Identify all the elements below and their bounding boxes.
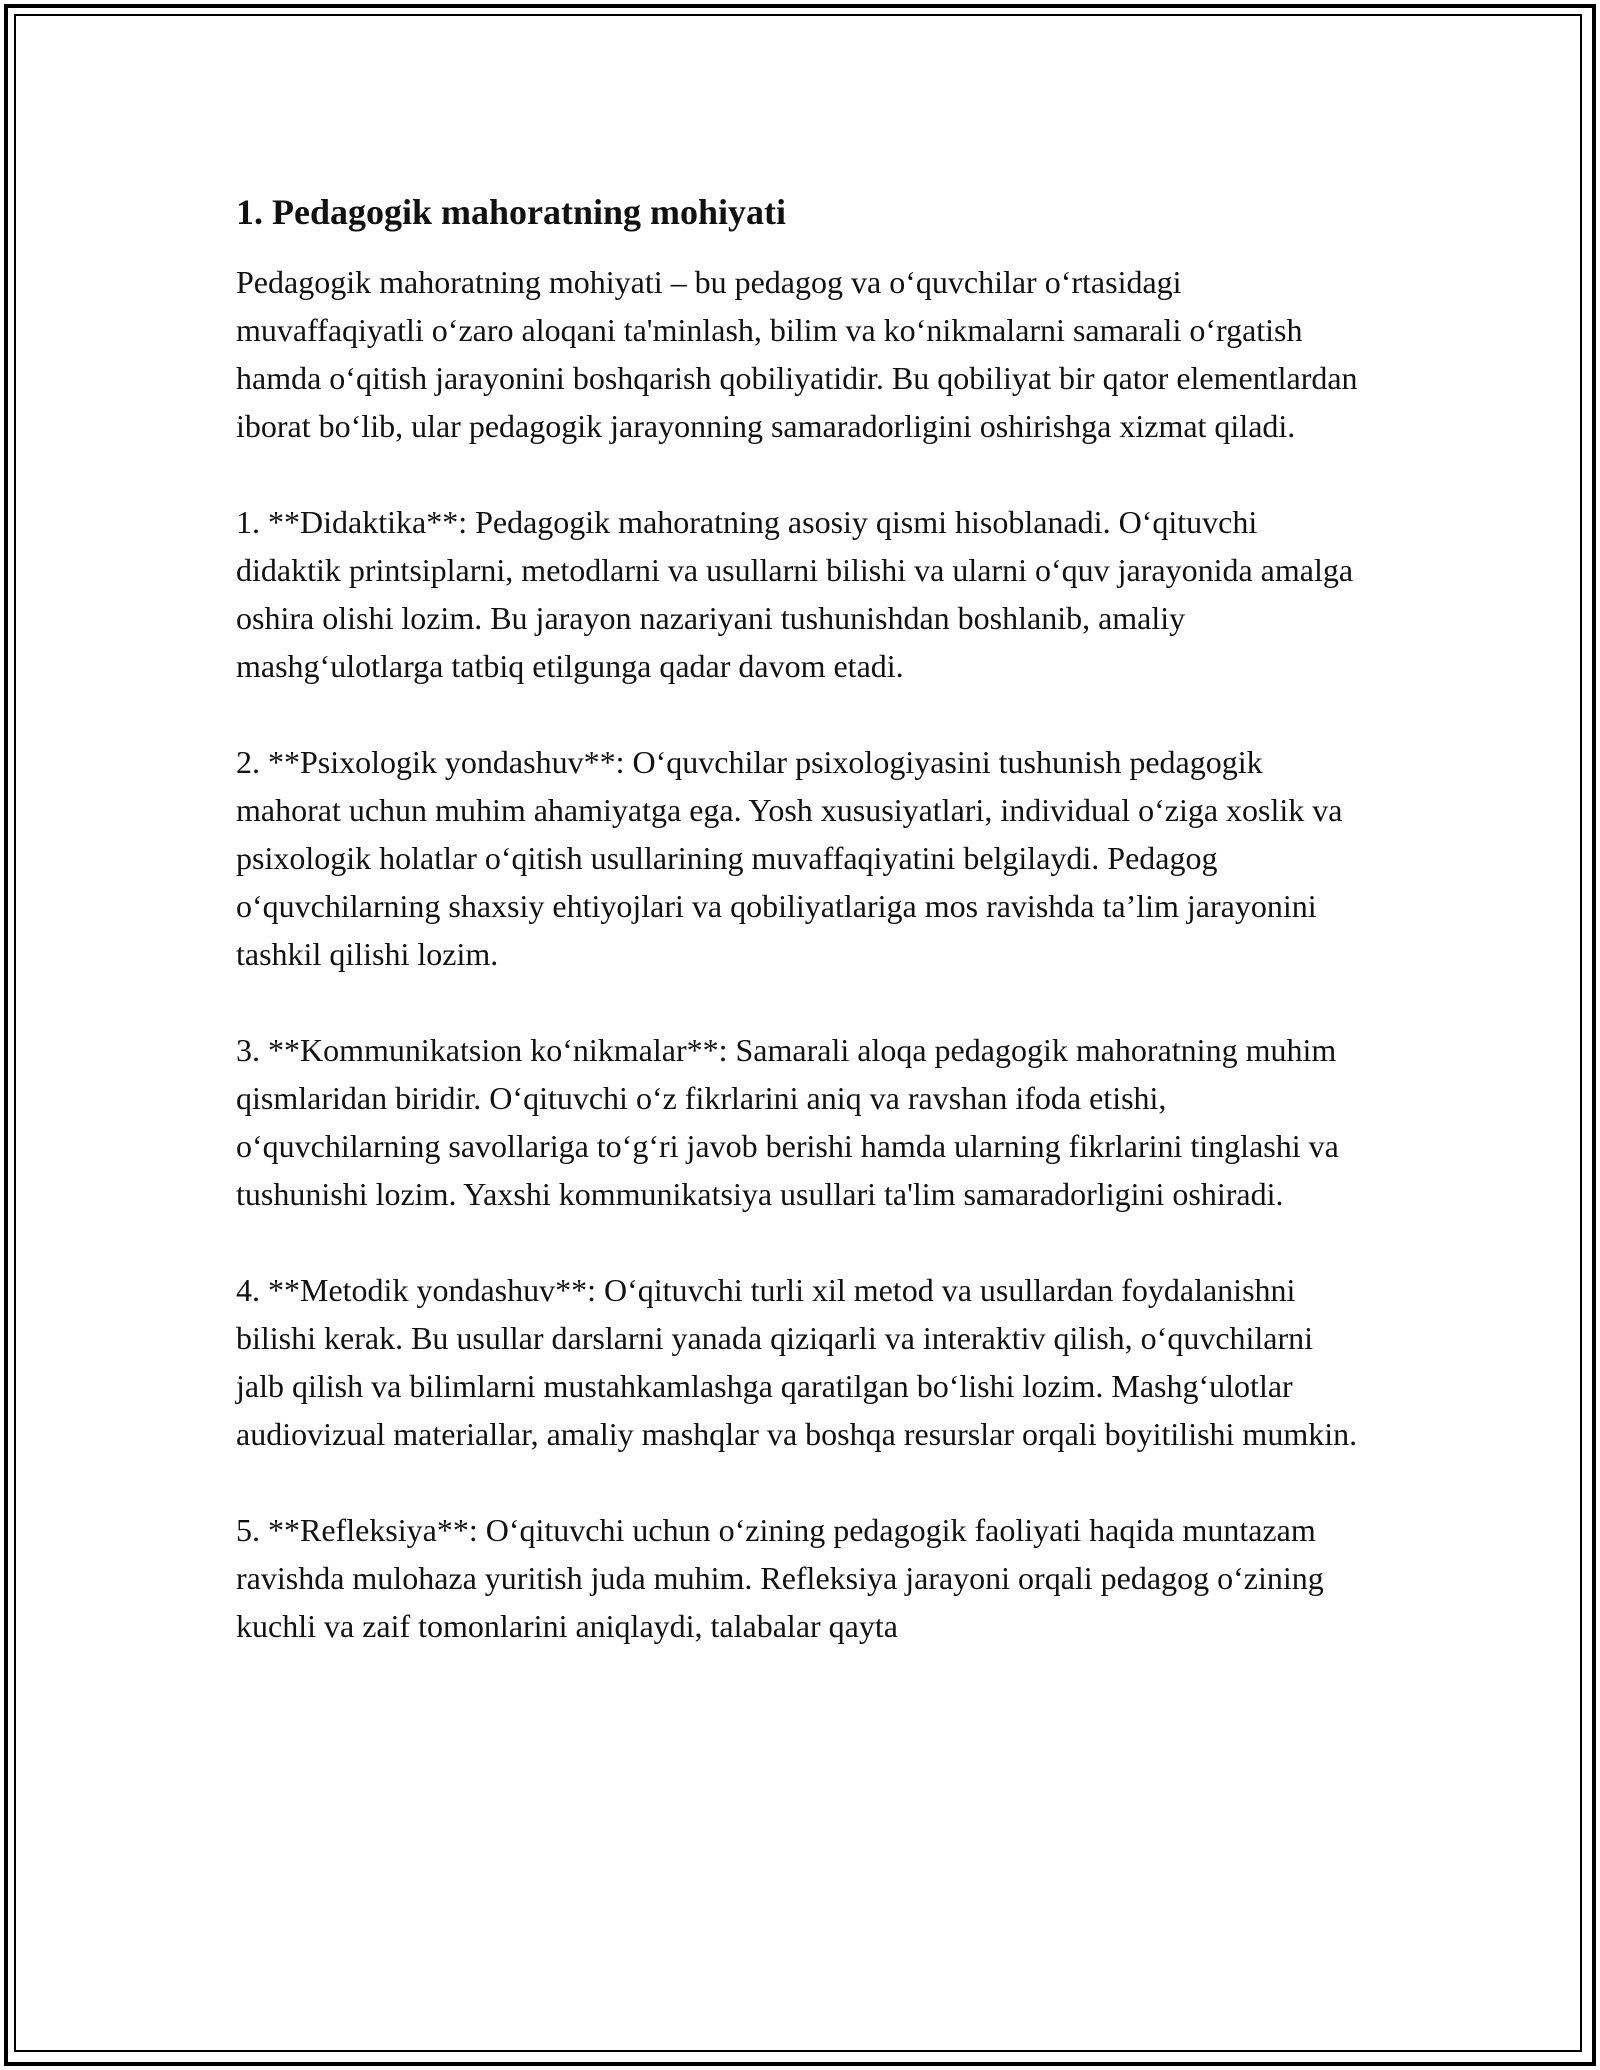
intro-paragraph: Pedagogik mahoratning mohiyati – bu pedagog va o‘quvchilar o‘rtasidagi muvaffaqiyatli o‘zaro aloqani ta'minlash, bilim va ko‘nikmalarni samarali o‘rgatish hamda o‘qitish jarayonini boshqarish qobiliyatidir. Bu qobiliyat bir qator elementlardan iborat bo‘lib, ular pedagogik jarayonning samaradorligini oshirishga xizmat qiladi. [236,264,1358,444]
psixologik-yondashuv-paragraph: 2. **Psixologik yondashuv**: O‘quvchilar psixologiyasini tushunish pedagogik mahorat uchun muhim ahamiyatga ega. Yosh xususiyatlari, individual o‘ziga xoslik va psixologik holatlar o‘qitish usullarining muvaffaqiyatini belgilaydi. Pedagog o‘quvchilarning shaxsiy ehtiyojlari va qobiliyatlariga mos ravishda ta’lim jarayonini tashkil qilishi lozim. [236,744,1343,972]
metodik-yondashuv-paragraph: 4. **Metodik yondashuv**: O‘qituvchi turli xil metod va usullardan foydalanishni bilishi kerak. Bu usullar darslarni yanada qiziqarli va interaktiv qilish, o‘quvchilarni jalb qilish va bilimlarni mustahkamlashga qaratilgan bo‘lishi lozim. Mashg‘ulotlar audiovizual materiallar, amaliy mashqlar va boshqa resurslar orqali boyitilishi mumkin. [236,1272,1358,1452]
refleksiya-paragraph: 5. **Refleksiya**: O‘qituvchi uchun o‘zining pedagogik faoliyati haqida muntazam ravishda mulohaza yuritish juda muhim. Refleksiya jarayoni orqali pedagog o‘zining kuchli va zaif tomonlarini aniqlaydi, talabalar qayta [236,1512,1324,1644]
kommunikatsion-konikmalar-paragraph: 3. **Kommunikatsion ko‘nikmalar**: Samarali aloqa pedagogik mahoratning muhim qismlaridan biridir. O‘qituvchi o‘z fikrlarini aniq va ravshan ifoda etishi, o‘quvchilarning savollariga to‘g‘ri javob berishi hamda ularning fikrlarini tinglashi va tushunishi lozim. Yaxshi kommunikatsiya usullari ta'lim samaradorligini oshiradi. [236,1032,1339,1212]
didaktika-paragraph: 1. **Didaktika**: Pedagogik mahoratning asosiy qismi hisoblanadi. O‘qituvchi didaktik printsiplarni, metodlarni va usullarni bilishi va ularni o‘quv jarayonida amalga oshira olishi lozim. Bu jarayon nazariyani tushunishdan boshlanib, amaliy mashg‘ulotlarga tatbiq etilgunga qadar davom etadi. [236,504,1354,684]
document-body [236,188,1366,1650]
section-heading: 1. Pedagogik mahoratning mohiyati [236,192,787,232]
